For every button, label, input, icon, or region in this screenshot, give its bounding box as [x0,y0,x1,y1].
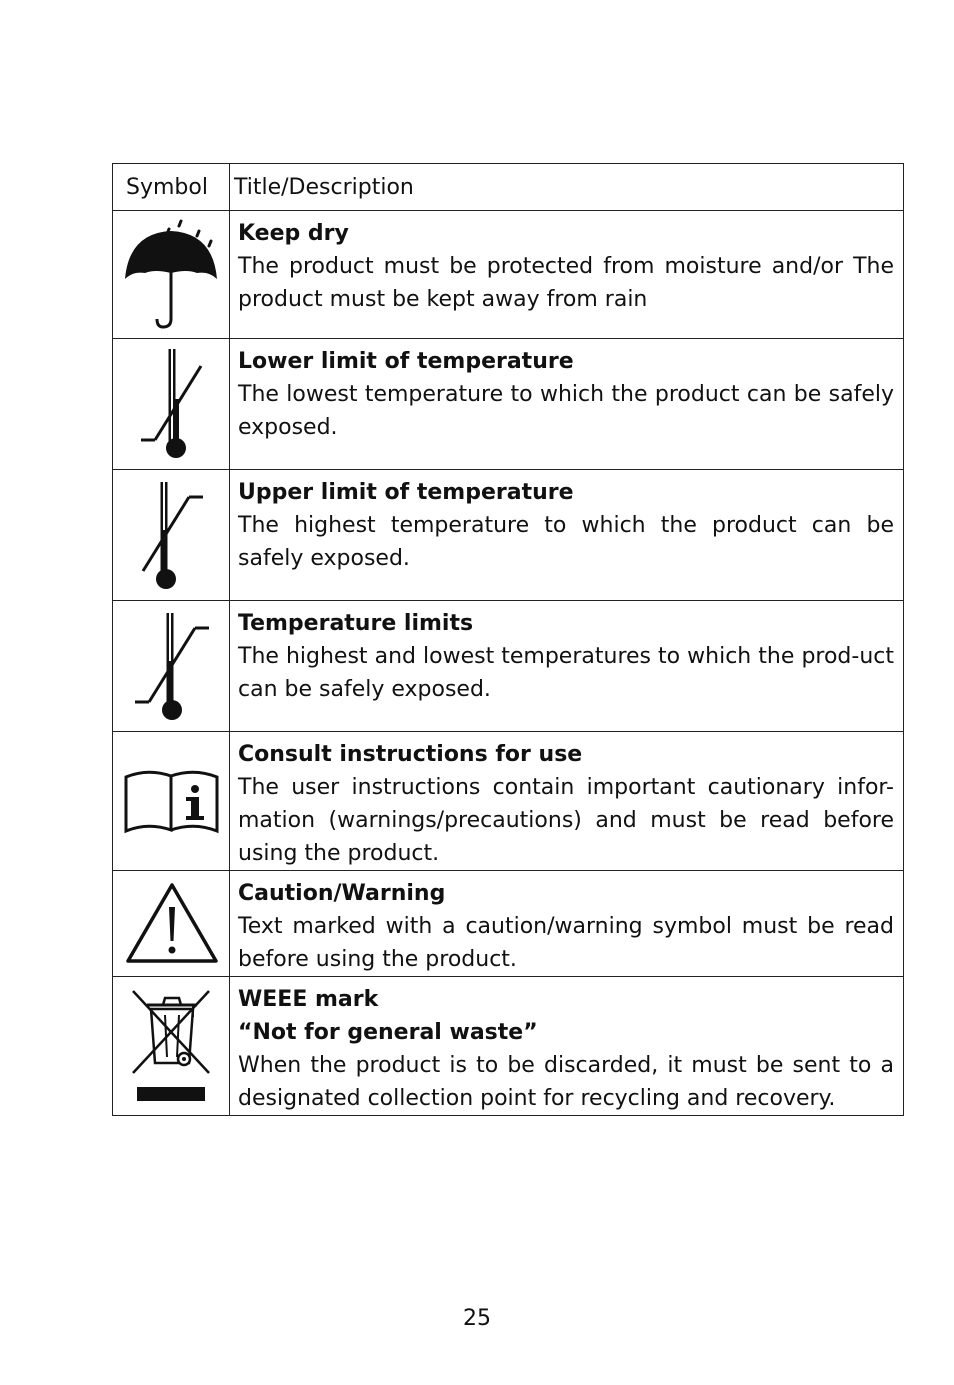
description-cell [230,732,904,871]
table-row [113,601,904,732]
symbol-cell [113,470,230,601]
description-cell [230,470,904,601]
row-text: The user instructions contain important cautionary infor-mation (warnings/precautions) and must be read before using the product. [238,775,894,866]
row-title: Caution/Warning [238,881,446,906]
symbol-cell [113,601,230,732]
table-row [113,470,904,601]
description-cell [230,339,904,470]
symbol-cell [113,732,230,871]
symbol-cell [113,977,230,1116]
header-symbol: Symbol [113,164,230,211]
row-text: The product must be protected from moisture and/or The product must be kept away from rain [238,254,894,312]
description-cell [230,977,904,1116]
row-text: Text marked with a caution/warning symbol must be read before using the product. [238,914,894,972]
umbrella-rain-icon [113,211,230,339]
table-row [113,211,904,339]
row-text: When the product is to be discarded, it must be sent to a designated collection point for recycling and recovery. [238,1053,894,1111]
instructions-book-icon [113,732,230,870]
row-subtitle: “Not for general waste” [238,1020,538,1045]
symbols-table [112,163,904,1116]
row-title: Upper limit of temperature [238,480,574,505]
description-cell [230,601,904,732]
warning-triangle-icon [113,871,230,977]
row-text: The lowest temperature to which the product can be safely exposed. [238,382,894,440]
table-row [113,977,904,1116]
table-header-row [113,164,904,211]
row-title: Temperature limits [238,611,474,636]
table-row [113,871,904,977]
symbol-cell [113,339,230,470]
table-row [113,732,904,871]
row-text: The highest and lowest temperatures to which the prod-uct can be safely exposed. [238,644,894,702]
row-title: Keep dry [238,221,349,246]
row-title: Lower limit of temperature [238,349,574,374]
symbol-cell [113,871,230,977]
row-text: The highest temperature to which the product can be safely exposed. [238,513,894,571]
row-title: Consult instructions for use [238,742,583,767]
row-title: WEEE mark [238,987,379,1012]
description-cell [230,871,904,977]
description-cell [230,211,904,339]
upper-temperature-limit-icon [113,470,230,601]
temperature-limits-icon [113,601,230,732]
weee-crossed-bin-icon [113,977,230,1115]
lower-temperature-limit-icon [113,339,230,470]
page-number: 25 [463,1306,491,1331]
header-description: Title/Description [230,164,904,211]
symbol-cell [113,211,230,339]
table-row [113,339,904,470]
